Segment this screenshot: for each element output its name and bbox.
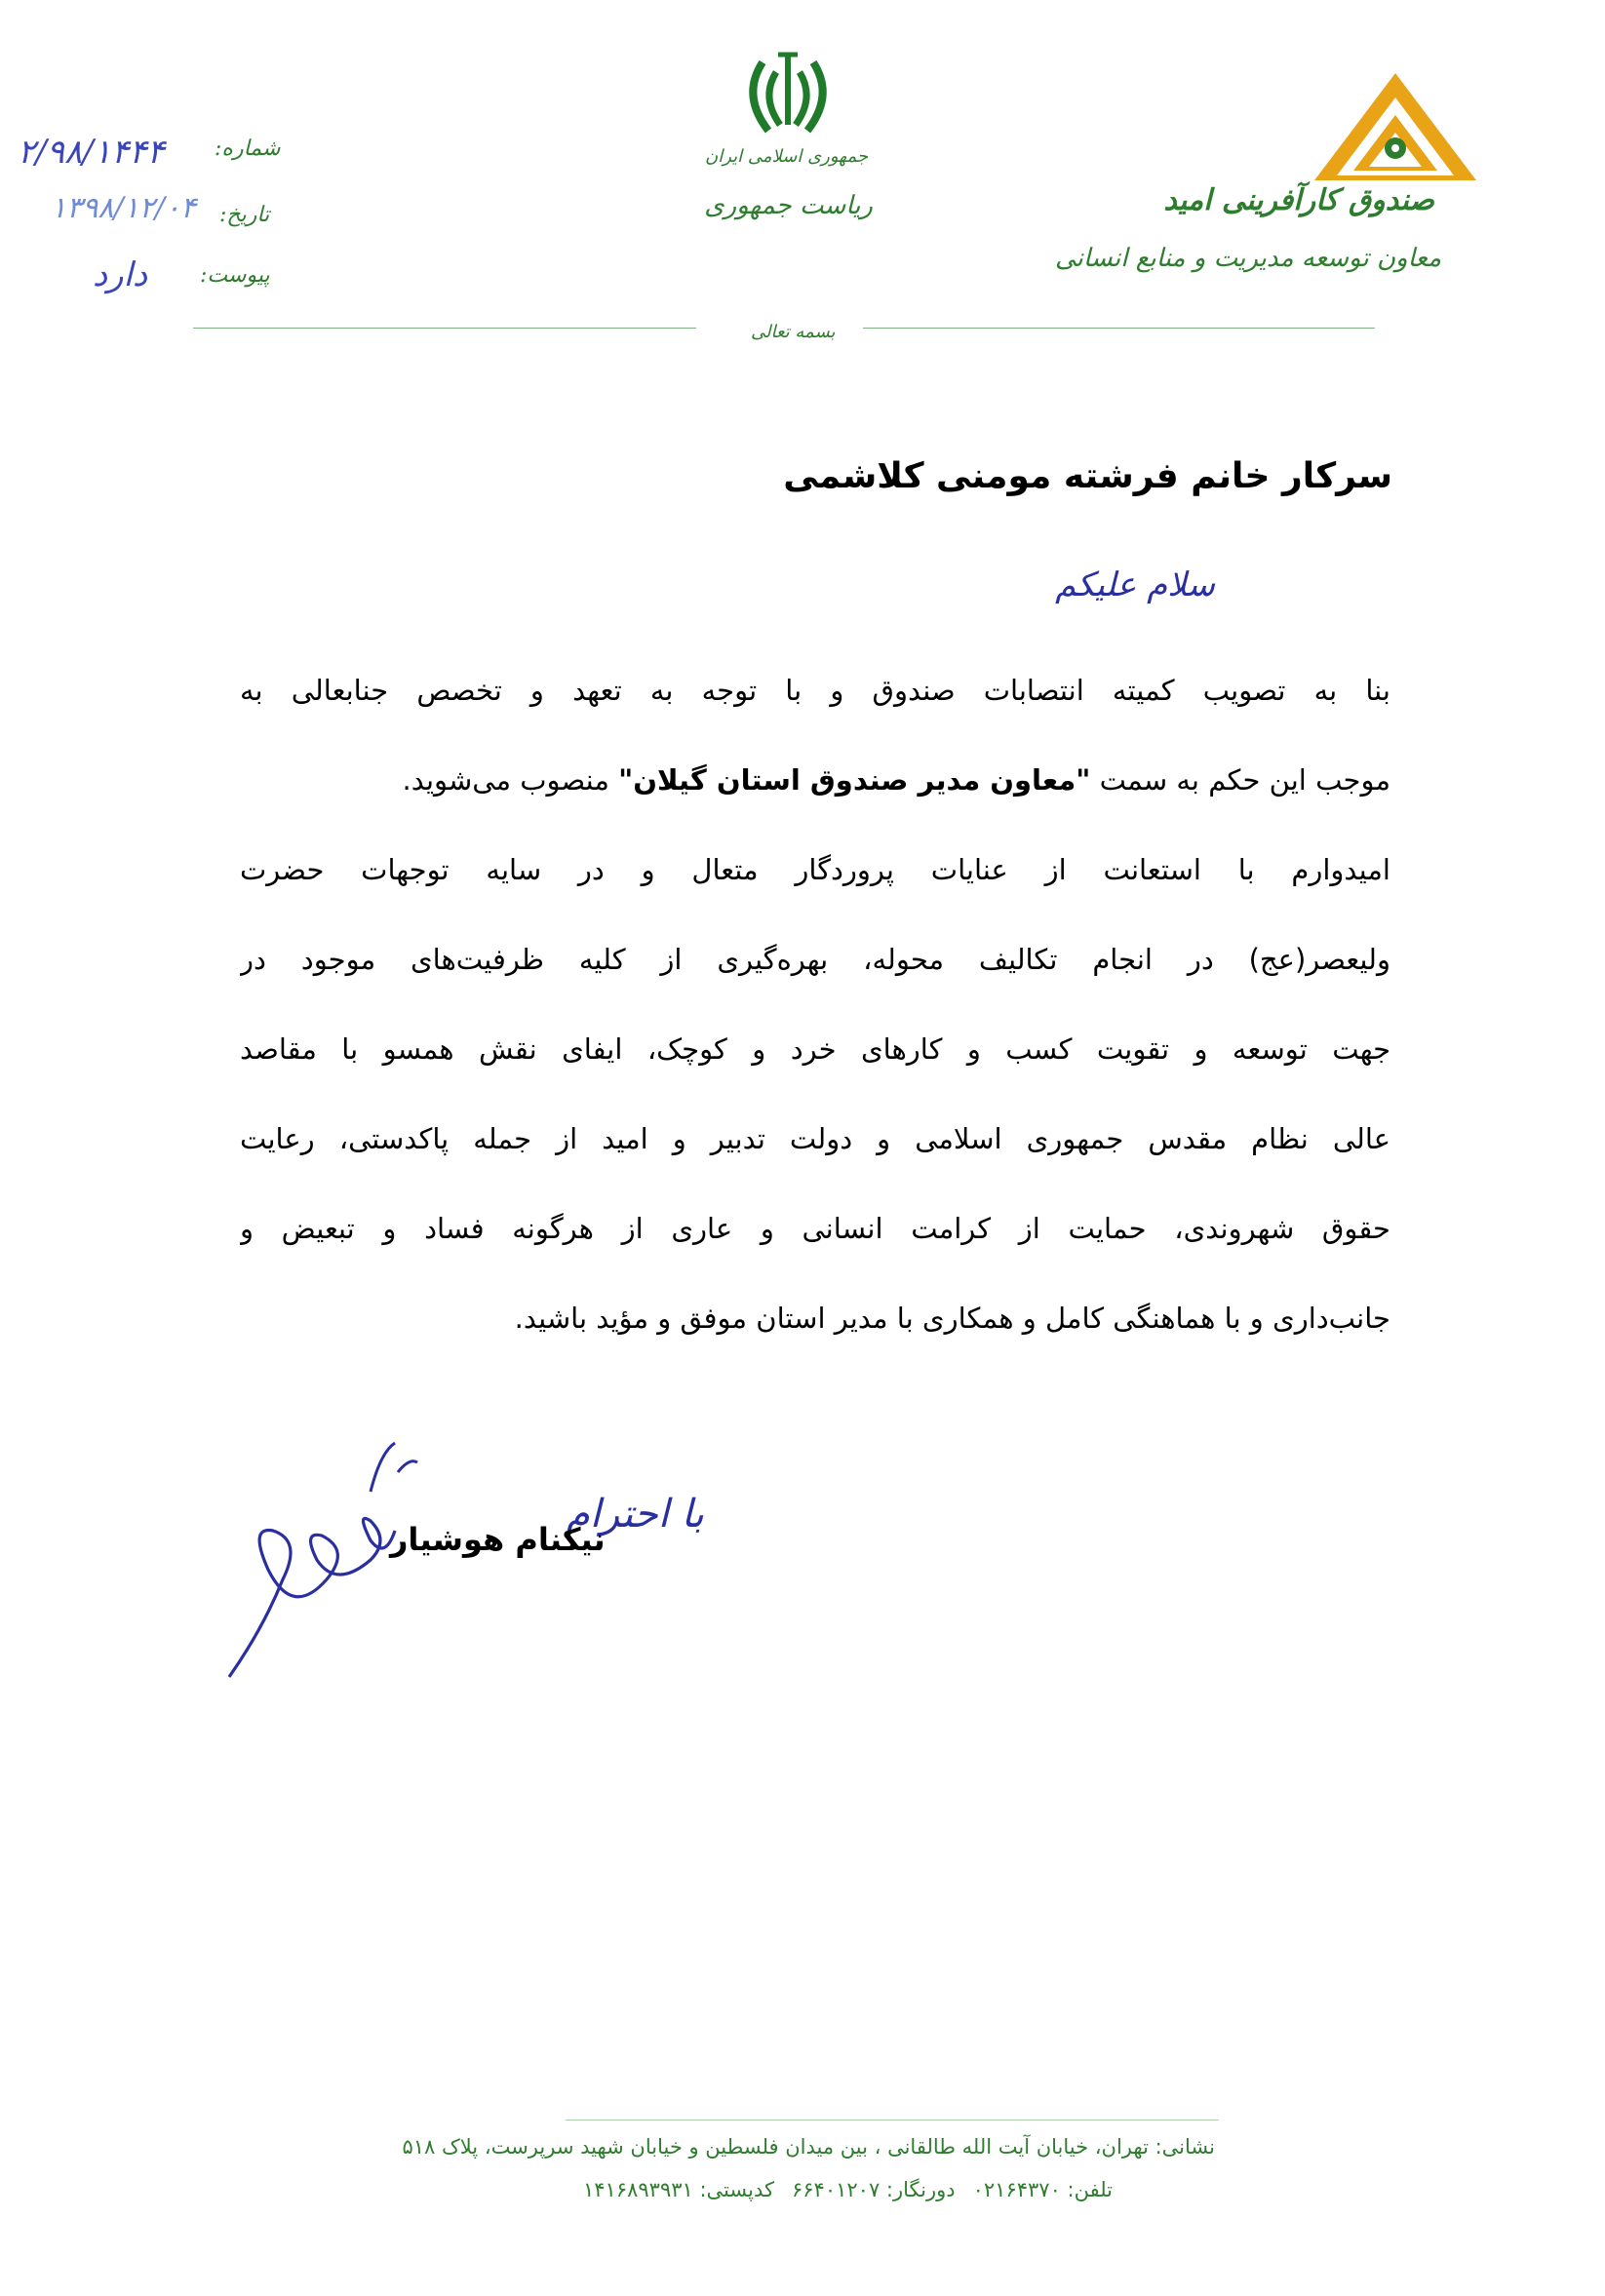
greeting: سلام علیکم [1055,565,1215,604]
government-line1: جمهوری اسلامی ایران [705,146,868,167]
national-emblem [739,49,837,136]
regards-handwritten: با احترام [566,1492,704,1537]
signer-name: نیکنام هوشیار [390,1521,606,1558]
footer-postal: کدپستی: ۱۴۱۶۸۹۳۹۳۱ [583,2178,774,2201]
bismillah: بسمه تعالی [751,322,836,342]
footer-contacts [583,2178,1113,2201]
number-value: ۲/۹۸/۱۴۴۴ [18,133,165,172]
signature-scribble [224,1433,419,1687]
footer-address: نشانی: تهران، خیابان آیت الله طالقانی ، بین میدان فلسطین و خیابان شهید سرپرست، پلاک ۵۱۸ [402,2135,1215,2159]
footer-divider [566,2120,1219,2121]
signature-icon [224,1433,419,1687]
fund-logo-icon [1303,68,1488,185]
header-divider-right [863,328,1375,329]
position-title: "معاون مدیر صندوق استان گیلان" [618,763,1091,797]
footer-phone: تلفن: ۰۲۱۶۴۳۷۰ [972,2178,1113,2201]
body-line [240,735,1390,825]
number-label: شماره: [215,136,281,161]
government-line2: ریاست جمهوری [704,191,873,220]
header-divider-left [193,328,696,329]
attachment-label: پیوست: [200,263,270,288]
date-label: تاریخ: [219,203,270,227]
footer-fax: دورنگار: ۶۶۴۰۱۲۰۷ [792,2178,956,2201]
body-line: جهت توسعه و تقویت کسب و کارهای خرد و کوچک، ایفای نقش همسو با مقاصد [240,1032,1390,1066]
body-line: حقوق شهروندی، حمایت از کرامت انسانی و عاری از هرگونه فساد و تبعیض و [240,1212,1390,1245]
recipient-name: سرکار خانم فرشته مومنی کلاشمی [783,456,1392,496]
date-value: ۱۳۹۸/۱۲/۰۴ [51,191,197,225]
attachment-value: دارد [93,255,148,294]
deputy-title: معاون توسعه مدیریت و منابع انسانی [1054,244,1441,273]
body-line: جانب‌داری و با هماهنگی کامل و همکاری با مدیر استان موفق و مؤید باشید. [514,1302,1390,1335]
body-line: عالی نظام مقدس جمهوری اسلامی و دولت تدبیر و امید از جمله پاکدستی، رعایت [240,1122,1390,1155]
emblem-icon [739,49,837,136]
body-text: موجب این حکم به سمت [1099,763,1390,797]
letter-body [240,645,1390,1363]
body-line: امیدوارم با استعانت از عنایات پروردگار متعال و در سایه توجهات حضرت [240,853,1390,886]
body-line: بنا به تصویب کمیته انتصابات صندوق و با توجه به تعهد و تخصص جنابعالی به [240,674,1390,707]
body-line: ولیعصر(عج) در انجام تکالیف محوله، بهره‌گیری از کلیه ظرفیت‌های موجود در [240,943,1390,976]
fund-name: صندوق کارآفرینی امید [1163,183,1434,217]
fund-logo [1303,68,1488,185]
body-text: منصوب می‌شوید. [402,763,609,797]
